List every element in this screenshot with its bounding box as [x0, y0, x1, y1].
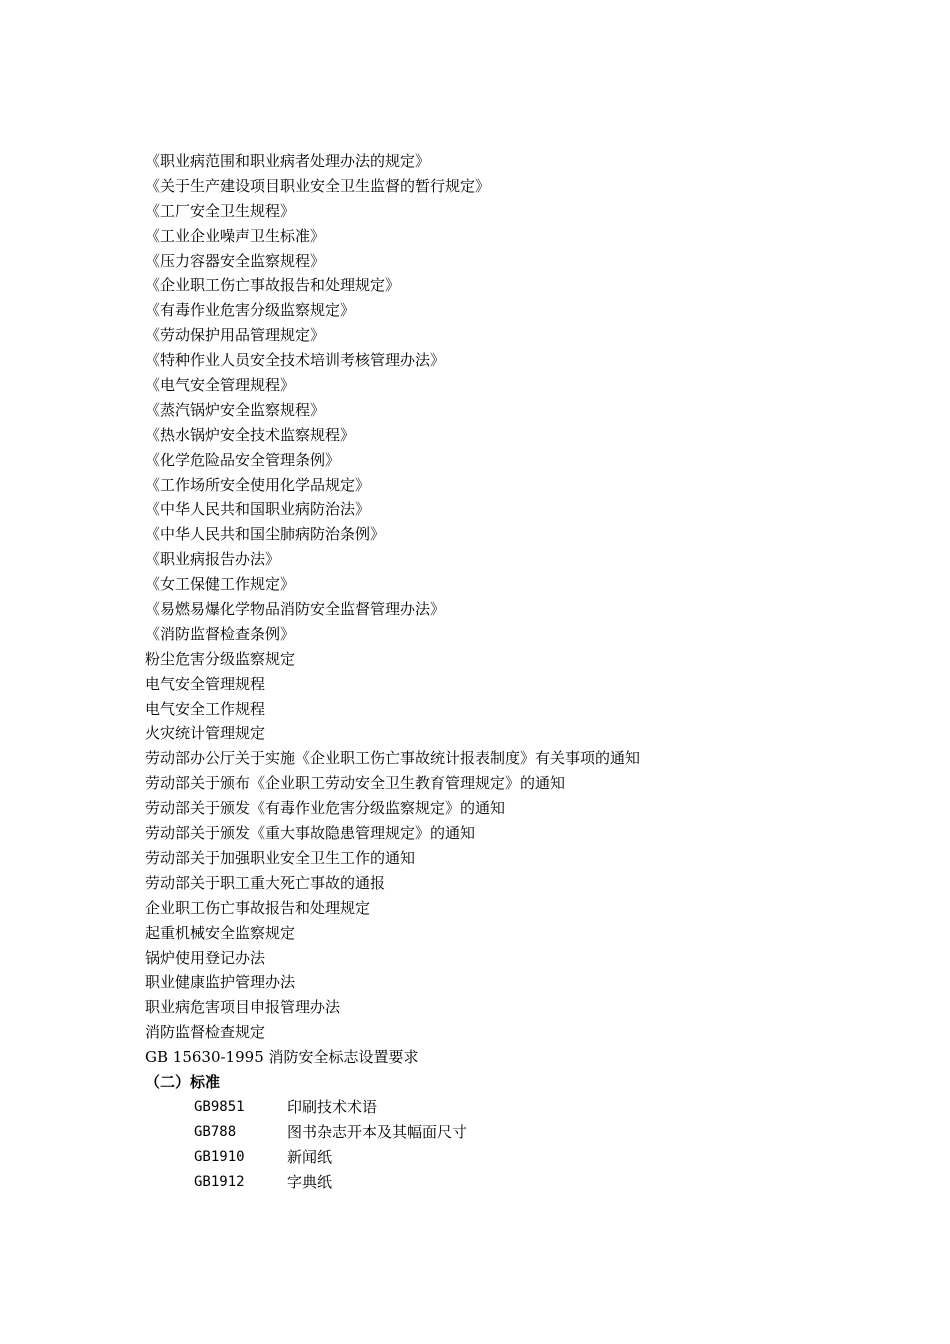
regulation-item: 《职业病范围和职业病者处理办法的规定》 — [145, 152, 431, 170]
regulation-item: 《女工保健工作规定》 — [145, 575, 296, 594]
standard-code: GB9851 — [194, 1099, 245, 1115]
regulation-item: 企业职工伤亡事故报告和处理规定 — [145, 898, 371, 917]
regulation-item: 起重机械安全监察规定 — [145, 923, 296, 942]
standard-name: 图书杂志开本及其幅面尺寸 — [287, 1123, 468, 1141]
regulations-list — [145, 149, 640, 1070]
standard-name: 字典纸 — [287, 1173, 333, 1191]
regulation-item: 《关于生产建设项目职业安全卫生监督的暂行规定》 — [145, 176, 491, 195]
regulation-item: 劳动部关于颁布《企业职工劳动安全卫生教育管理规定》的通知 — [145, 774, 566, 793]
standard-name: 新闻纸 — [287, 1148, 333, 1166]
regulation-item: 消防监督检查规定 — [145, 1023, 266, 1042]
regulation-item: 劳动部办公厅关于实施《企业职工伤亡事故统计报表制度》有关事项的通知 — [145, 749, 641, 768]
standard-code: GB788 — [194, 1124, 237, 1140]
standard-item — [194, 1095, 467, 1120]
standard-item — [194, 1170, 467, 1195]
standard-item — [194, 1120, 467, 1145]
section-heading-standards: （二）标准 — [145, 1073, 221, 1091]
regulation-item: 电气安全工作规程 — [145, 699, 266, 718]
standards-list — [194, 1095, 467, 1195]
regulation-item: 劳动部关于加强职业安全卫生工作的通知 — [145, 848, 416, 867]
regulation-item: 电气安全管理规程 — [145, 674, 266, 693]
regulation-item: 《消防监督检查条例》 — [145, 624, 296, 643]
regulation-item: GB 15630-1995 消防安全标志设置要求 — [145, 1048, 419, 1067]
regulation-item: 《工业企业噪声卫生标准》 — [145, 226, 326, 245]
standard-item — [194, 1145, 467, 1170]
regulation-item: 《热水锅炉安全技术监察规程》 — [145, 425, 356, 444]
regulation-item: 火灾统计管理规定 — [145, 724, 266, 743]
regulation-item: 粉尘危害分级监察规定 — [145, 649, 296, 668]
regulation-item: 《职业病报告办法》 — [145, 550, 281, 569]
regulation-item: 《中华人民共和国尘肺病防治条例》 — [145, 525, 386, 544]
regulation-item: 《化学危险品安全管理条例》 — [145, 450, 341, 469]
regulation-item: 《压力容器安全监察规程》 — [145, 251, 326, 270]
standard-code: GB1910 — [194, 1149, 245, 1165]
regulation-item: 职业健康监护管理办法 — [145, 973, 296, 992]
regulation-item: 劳动部关于颁发《重大事故隐患管理规定》的通知 — [145, 824, 476, 843]
regulation-item: 《特种作业人员安全技术培训考核管理办法》 — [145, 351, 446, 370]
standard-code: GB1912 — [194, 1174, 245, 1190]
regulation-item: 劳动部关于颁发《有毒作业危害分级监察规定》的通知 — [145, 799, 506, 818]
regulation-item: 劳动部关于职工重大死亡事故的通报 — [145, 873, 386, 892]
regulation-item: 锅炉使用登记办法 — [145, 948, 266, 967]
standard-name: 印刷技术术语 — [287, 1098, 378, 1116]
regulation-item: 《易燃易爆化学物品消防安全监督管理办法》 — [145, 600, 446, 619]
regulation-item: 《蒸汽锅炉安全监察规程》 — [145, 400, 326, 419]
regulation-item: 《工作场所安全使用化学品规定》 — [145, 475, 371, 494]
regulation-item: 《劳动保护用品管理规定》 — [145, 326, 326, 345]
regulation-item: 《工厂安全卫生规程》 — [145, 201, 296, 220]
regulation-item: 《电气安全管理规程》 — [145, 376, 296, 395]
regulation-item: 《中华人民共和国职业病防治法》 — [145, 500, 371, 519]
regulation-item: 职业病危害项目申报管理办法 — [145, 998, 341, 1017]
regulation-item: 《有毒作业危害分级监察规定》 — [145, 301, 356, 320]
regulation-item: 《企业职工伤亡事故报告和处理规定》 — [145, 276, 401, 295]
